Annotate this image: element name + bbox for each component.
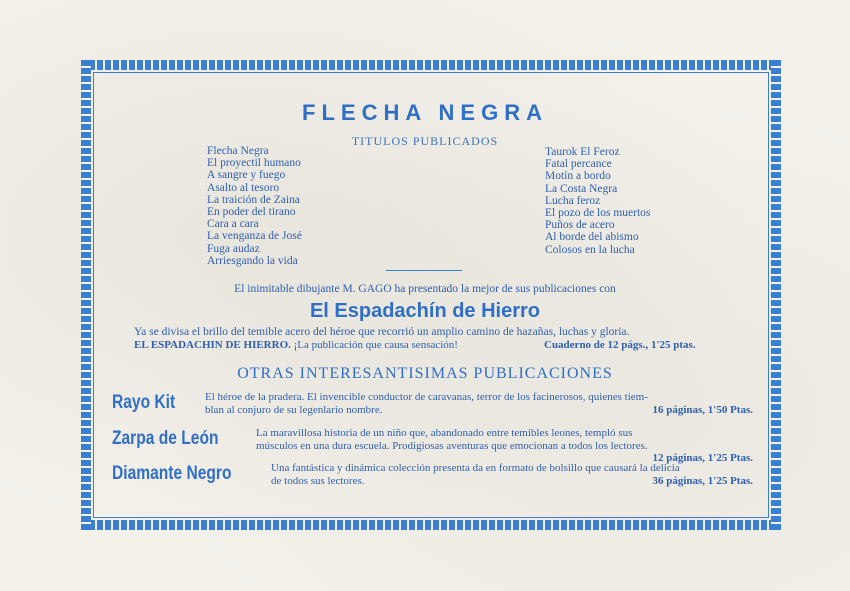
espadachin-tagline-bold: EL ESPADACHIN DE HIERRO. (134, 339, 291, 351)
description-line: blan al conjuro de su legenlario nombre. (205, 403, 383, 416)
rayo-kit-description (205, 391, 753, 416)
espadachin-description: Ya se divisa el brillo del temible acero del héroe que recorrió un amplio camino de hazañas, luchas y gloria. (134, 326, 630, 338)
frame-border-right (771, 60, 781, 530)
list-item: Colosos en la lucha (545, 243, 635, 256)
list-item: Cara a cara (207, 218, 259, 231)
frame-border-bottom (81, 520, 781, 530)
description-line: La maravillosa historia de un niño que, abandonado entre temibles leones, templó sus (256, 427, 633, 439)
list-item: La venganza de José (207, 230, 302, 243)
list-item: A sangre y fuego (207, 169, 286, 182)
divider-rule (386, 270, 462, 271)
list-item: El proyectil humano (207, 157, 301, 170)
list-item: Asalto al tesoro (207, 181, 280, 194)
frame-border-top (81, 60, 781, 70)
list-item: La traición de Zaina (207, 193, 300, 206)
list-item: Fatal percance (545, 158, 612, 171)
zarpa-de-leon-price: 12 páginas, 1'25 Ptas. (652, 452, 753, 464)
titles-subtitle: TITULOS PUBLICADOS (351, 134, 499, 148)
description-line-with-price (271, 475, 753, 488)
list-item: Lucha feroz (545, 194, 601, 207)
description-line: de todos sus lectores. (271, 474, 365, 487)
list-item: Motín a bordo (545, 170, 611, 183)
espadachin-price: Cuaderno de 12 págs., 1'25 ptas. (544, 339, 696, 351)
list-item: Taurok El Feroz (545, 146, 620, 158)
list-item: En poder del tirano (207, 205, 296, 218)
description-line-with-price (205, 404, 753, 417)
other-publications-heading: OTRAS INTERESANTISIMAS PUBLICACIONES (237, 365, 613, 382)
list-item: Flecha Negra (207, 145, 269, 157)
list-item: El pozo de los muertos (545, 206, 651, 219)
diamante-negro-name: Diamante Negro (112, 463, 232, 484)
list-item: Arriesgando la vida (207, 254, 298, 267)
espadachin-title: El Espadachín de Hierro (309, 300, 541, 322)
list-item: Puños de acero (545, 219, 615, 232)
espadachin-tagline-row (134, 339, 696, 351)
description-line: Una fantástica y dinámica colección presenta da en formato de bolsillo que causará la delicia (271, 462, 680, 474)
zarpa-de-leon-name: Zarpa de León (112, 428, 219, 449)
frame-border-left (81, 60, 91, 530)
description-line: músculos en una dura escuela. Prodigiosas aventuras que emocionan a todos los lectores. (256, 439, 648, 452)
rayo-kit-price: 16 páginas, 1'50 Ptas. (652, 403, 753, 416)
description-line: El héroe de la pradera. El invencible conductor de caravanas, terror de los facinerosos, quienes tiem- (205, 391, 648, 403)
espadachin-tagline: ¡La publicación que causa sensación! (293, 339, 458, 351)
rayo-kit-name: Rayo Kit (112, 392, 176, 413)
titles-list-right (545, 146, 650, 256)
list-item: Fuga audaz (207, 242, 260, 255)
list-item: Al borde del abismo (545, 231, 639, 244)
page-title: FLECHA NEGRA (302, 100, 548, 125)
titles-list-left (207, 145, 302, 267)
zarpa-de-leon-description (256, 427, 753, 465)
intro-text: El inimitable dibujante M. GAGO ha presentado la mejor de sus publicaciones con (234, 283, 616, 295)
diamante-negro-price: 36 páginas, 1'25 Ptas. (652, 474, 753, 487)
list-item: La Costa Negra (545, 182, 618, 195)
diamante-negro-description (271, 462, 753, 487)
